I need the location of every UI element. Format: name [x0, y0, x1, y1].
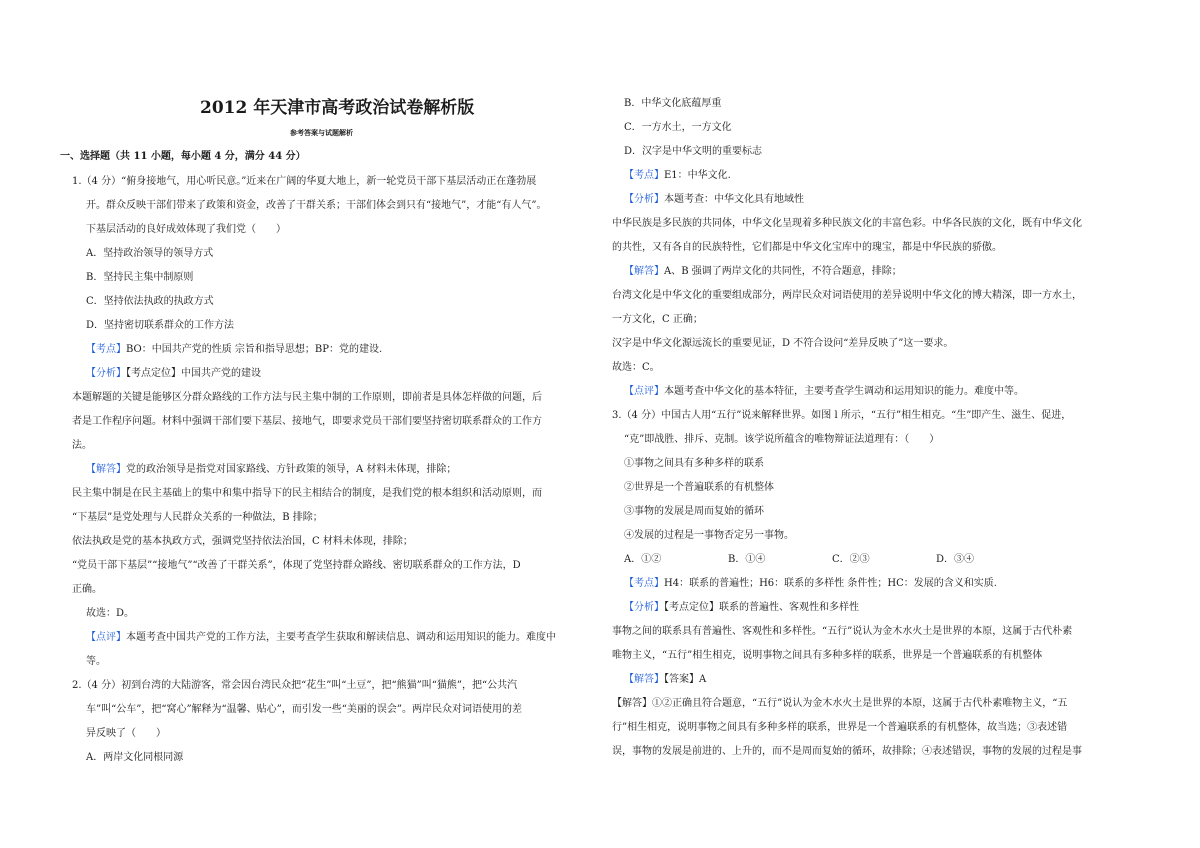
q2-answer-line-2: 一方文化，C 正确；	[612, 314, 703, 325]
q1-jieda	[86, 464, 456, 476]
q3-answer-line-3: 误，事物的发展是前进的、上升的，而不是周而复始的循环，故排除；④表述错误，事物的发展的过程是事	[612, 746, 1082, 757]
fenxi-tag: 【分析】	[624, 194, 664, 205]
q3-analysis-line-1: 事物之间的联系具有普遍性、客观性和多样性。“五行”说认为金木水火土是世界的本原，这属于古代朴素	[612, 626, 1073, 637]
q2-stem-line-1: 2.（4 分）初到台湾的大陆游客，常会因台湾民众把“花生”叫“土豆”，把“熊猫”叫“猫熊”，把“公共汽	[72, 680, 518, 691]
q2-analysis-line-2: 的共性，又有各自的民族特性，它们都是中华文化宝库中的瑰宝，都是中华民族的骄傲。	[612, 242, 1002, 253]
q1-stem-line-2: 开。群众反映干部们带来了政策和资金，改善了干群关系；干部们体会到只有“接地气”，才能“有人气”。	[86, 200, 547, 211]
q2-answer-line-1: 台湾文化是中华文化的重要组成部分，两岸民众对词语使用的差异说明中华文化的博大精深，即一方水土，	[612, 290, 1082, 301]
q3-option-b: B．①④	[728, 554, 766, 565]
q2-dianping	[624, 386, 1024, 398]
q1-analysis-line-2: 者是工作程序问题。材料中强调干部们要下基层、接地气，即要求党员干部们要坚持密切联系群众的工作方	[72, 416, 542, 427]
q2-kaodian-text: E1：中华文化.	[664, 170, 731, 181]
page-title: 2012 年天津市高考政治试卷解析版	[200, 98, 475, 118]
q3-option-d: D．③④	[936, 554, 975, 565]
q1-answer-line-2: “下基层”是党处理与人民群众关系的一种做法，B 排除；	[72, 512, 323, 523]
q1-option-b: B．坚持民主集中制原则	[86, 272, 194, 283]
q3-kaodian	[624, 578, 997, 590]
q3-answer-text-1: ①②正确且符合题意，“五行”说认为金木水火土是世界的本原，这属于古代朴素唯物主义，“五	[652, 698, 1068, 709]
q3-item-4: ④发展的过程是一事物否定另一事物。	[624, 530, 794, 541]
q3-stem-line-2: “克”即战胜、排斥、克制。该学说所蕴含的唯物辩证法道理有：（ ）	[624, 434, 940, 445]
kaodian-tag: 【考点】	[624, 170, 664, 181]
q3-answer-tag: 【解答】	[612, 698, 652, 709]
q3-analysis-line-2: 唯物主义，“五行”相生相克，说明事物之间具有多种多样的联系，世界是一个普遍联系的有机整体	[612, 650, 1043, 661]
jieda-tag: 【解答】	[86, 464, 126, 475]
q1-kaodian-text: BO：中国共产党的性质 宗旨和指导思想；BP：党的建设.	[126, 344, 383, 355]
q3-option-c: C．②③	[832, 554, 870, 565]
page-subtitle: 参考答案与试题解析	[290, 128, 353, 137]
kaodian-tag: 【考点】	[86, 344, 126, 355]
q1-answer-line-3: 依法执政是党的基本执政方式，强调党坚持依法治国，C 材料未体现，排除；	[72, 536, 413, 547]
q1-option-d: D．坚持密切联系群众的工作方法	[86, 320, 235, 331]
q1-analysis-line-1: 本题解题的关键是能够区分群众路线的工作方法与民主集中制的工作原则，即前者是具体怎样做的问题，后	[72, 392, 542, 403]
kaodian-tag: 【考点】	[624, 578, 664, 589]
q1-analysis-line-3: 法。	[72, 440, 92, 451]
q3-item-1: ①事物之间具有多种多样的联系	[624, 458, 764, 469]
q2-jieda-text: A、B 强调了两岸文化的共同性，不符合题意，排除；	[664, 266, 902, 277]
q2-jieda	[624, 266, 902, 278]
q1-option-c: C．坚持依法执政的执政方式	[86, 296, 214, 307]
q2-analysis-line-1: 中华民族是多民族的共同体，中华文化呈现着多种民族文化的丰富色彩。中华各民族的文化，既有中华文化	[612, 218, 1082, 229]
q2-answer-line-3: 汉字是中华文化源远流长的重要见证，D 不符合设问“差异反映了”这一要求。	[612, 338, 954, 349]
q3-fenxi	[624, 602, 859, 614]
q2-stem-line-2: 车”叫“公车”，把“窝心”解释为“温馨、贴心”，而引发一些“美丽的误会”。两岸民众对词语使用的差	[86, 704, 523, 715]
q1-dianping	[86, 632, 556, 644]
q1-fenxi	[86, 368, 261, 380]
q2-option-c: C．一方水土，一方文化	[624, 122, 732, 133]
q3-item-2: ②世界是一个普遍联系的有机整体	[624, 482, 774, 493]
q3-options-row	[624, 554, 974, 566]
dianping-tag: 【点评】	[86, 632, 126, 643]
q1-answer-line-1: 民主集中制是在民主基础上的集中和集中指导下的民主相结合的制度，是我们党的根本组织和活动原则，而	[72, 488, 542, 499]
q1-fenxi-text: 【考点定位】中国共产党的建设	[126, 368, 261, 379]
q1-dianping-line-2: 等。	[86, 656, 106, 667]
fenxi-tag: 【分析】	[86, 368, 126, 379]
q2-kaodian	[624, 170, 731, 182]
q1-answer-line-4: “党员干部下基层”“接地气”“改善了干群关系”，体现了党坚持群众路线、密切联系群众的工作方法，D	[72, 560, 521, 571]
q1-stem-line-1: 1.（4 分）“俯身接地气，用心听民意。”近来在广阔的华夏大地上，新一轮党员干部下基层活动正在蓬勃展	[72, 176, 537, 187]
q3-item-3: ③事物的发展是周而复始的循环	[624, 506, 764, 517]
q3-stem-line-1: 3.（4 分）中国古人用“五行”说来解释世界。如图 l 所示，“五行”相生相克。“生”即产生、滋生、促进，	[612, 410, 1072, 421]
q1-kaodian	[86, 344, 382, 356]
q1-stem-line-3: 下基层活动的良好成效体现了我们党（ ）	[86, 224, 286, 235]
q1-jieda-text: 党的政治领导是指党对国家路线、方针政策的领导，A 材料未体现，排除；	[126, 464, 457, 475]
fenxi-tag: 【分析】	[624, 602, 664, 613]
q2-dianping-text: 本题考查中华文化的基本特征，主要考查学生调动和运用知识的能力。难度中等。	[664, 386, 1024, 397]
q1-answer-line-6: 故选：D。	[86, 608, 135, 619]
q3-answer-label: 【答案】A	[664, 674, 707, 685]
q3-jieda-answer	[624, 674, 706, 686]
q2-option-b: B．中华文化底蕴厚重	[624, 98, 722, 109]
q2-stem-line-3: 异反映了（ ）	[86, 728, 166, 739]
q3-option-a: A．①②	[624, 554, 662, 565]
section-heading: 一、选择题（共 11 小题，每小题 4 分，满分 44 分）	[60, 151, 306, 162]
dianping-tag: 【点评】	[624, 386, 664, 397]
q1-dianping-text: 本题考查中国共产党的工作方法，主要考查学生获取和解读信息、调动和运用知识的能力。难度中	[126, 632, 556, 643]
q2-option-a: A．两岸文化同根同源	[86, 752, 184, 763]
q2-fenxi-text: 本题考查：中华文化具有地域性	[664, 194, 804, 205]
q1-answer-line-5: 正确。	[72, 584, 102, 595]
jieda-tag: 【解答】	[624, 266, 664, 277]
q3-answer-line-1	[612, 698, 1067, 710]
q3-fenxi-text: 【考点定位】联系的普遍性、客观性和多样性	[664, 602, 859, 613]
q3-kaodian-text: H4：联系的普遍性；H6：联系的多样性 条件性；HC：发展的含义和实质.	[664, 578, 997, 589]
q1-option-a: A．坚持政治领导的领导方式	[86, 248, 214, 259]
q3-answer-line-2: 行”相生相克，说明事物之间具有多种多样的联系，世界是一个普遍联系的有机整体，故当选；③表述错	[612, 722, 1068, 733]
jieda-tag: 【解答】	[624, 674, 664, 685]
q2-option-d: D．汉字是中华文明的重要标志	[624, 146, 763, 157]
q2-answer-line-4: 故选：C。	[612, 362, 660, 373]
q2-fenxi	[624, 194, 804, 206]
